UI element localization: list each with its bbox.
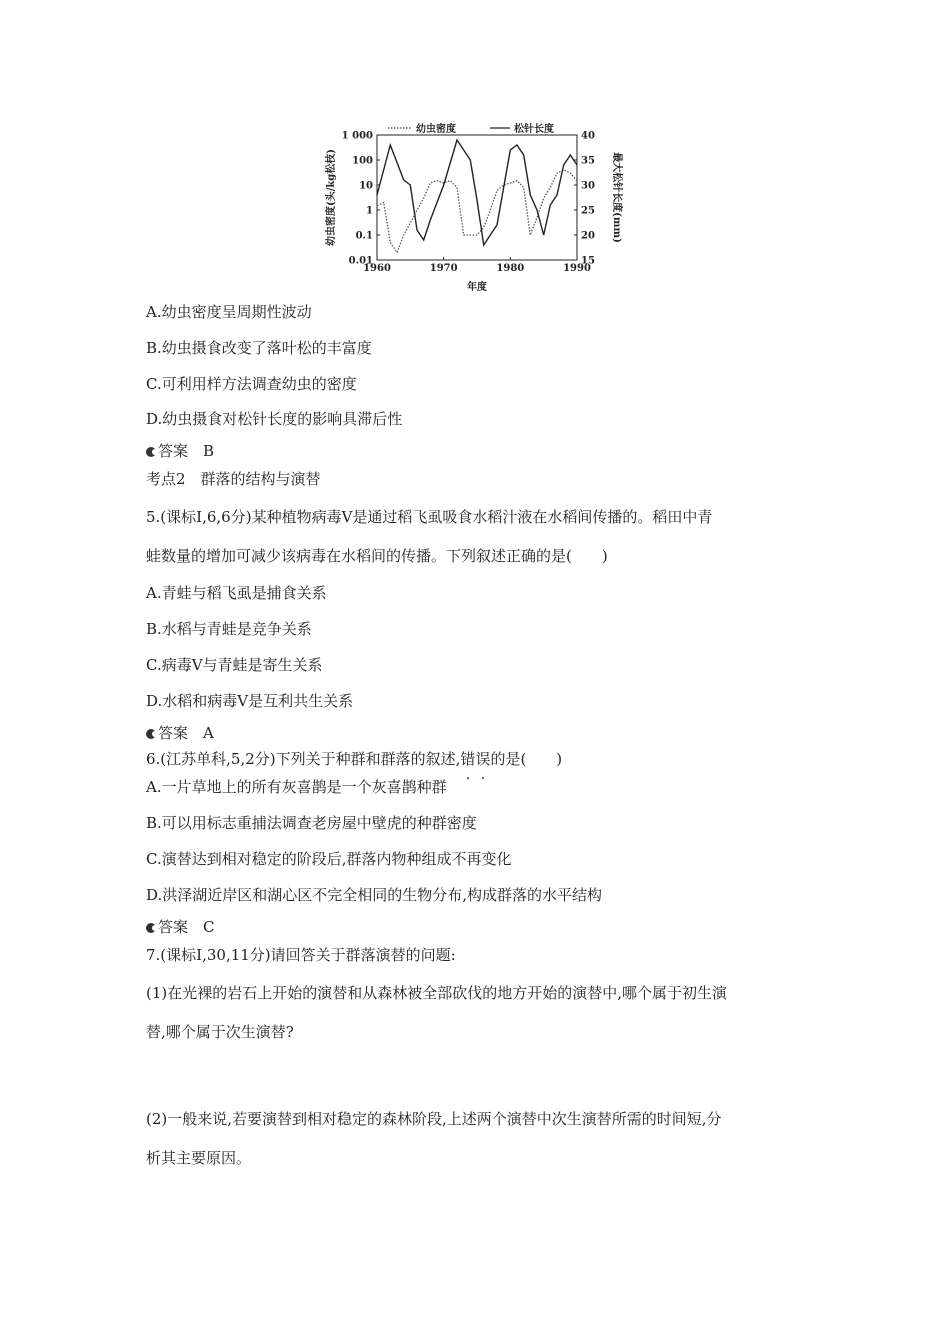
chart-legend — [388, 122, 554, 135]
y-left-tick-label: 0.01 — [348, 255, 373, 267]
q4-answer — [146, 441, 214, 461]
q5-option-b: B.水稻与青蛙是竞争关系 — [146, 620, 312, 638]
q5-answer — [146, 723, 214, 743]
q5-option-a: A.青蛙与稻飞虱是捕食关系 — [146, 584, 327, 602]
y-left-tick-label: 100 — [352, 155, 373, 167]
y-left-tick-label: 10 — [359, 180, 373, 192]
q4-option-d: D.幼虫摄食对松针长度的影响具滞后性 — [146, 410, 403, 428]
y-right-tick-label: 35 — [581, 155, 595, 167]
chart-series — [377, 140, 577, 253]
y-left-tick-label: 0.1 — [355, 230, 373, 242]
q4-option-b: B.幼虫摄食改变了落叶松的丰富度 — [146, 339, 372, 357]
y-right-tick-label: 40 — [581, 130, 595, 142]
y-left-tick-label: 1 000 — [341, 130, 373, 142]
q6-option-c: C.演替达到相对稳定的阶段后,群落内物种组成不再变化 — [146, 850, 512, 868]
x-tick-label: 1980 — [496, 263, 525, 274]
q4-answer-text: 答案 B — [158, 442, 215, 460]
q6-emphasis-2: 误 — [475, 750, 491, 768]
legend-label-needle: 松针长度 — [514, 124, 554, 135]
y-left-tick-label: 1 — [366, 205, 373, 217]
q5-option-c: C.病毒V与青蛙是寄生关系 — [146, 656, 323, 674]
q6-option-a: A.一片草地上的所有灰喜鹊是一个灰喜鹊种群 — [146, 778, 447, 796]
q7-part2-line2: 析其主要原因。 — [146, 1149, 252, 1167]
q4-option-c: C.可利用样方法调查幼虫的密度 — [146, 375, 357, 393]
q6-stem-after: 的是( ) — [490, 750, 563, 768]
q6-stem — [146, 749, 562, 769]
chart-labels — [324, 131, 624, 294]
q5-answer-text: 答案 A — [158, 724, 214, 742]
larva-needle-chart — [320, 118, 620, 296]
q7-part2-line1: (2)一般来说,若要演替到相对稳定的森林阶段,上述两个演替中次生演替所需的时间短,分 — [146, 1110, 722, 1128]
x-tick-label: 1970 — [429, 263, 458, 274]
x-tick-label: 1990 — [563, 263, 591, 274]
q6-answer — [146, 917, 214, 937]
y-right-axis-label: 最大松针长度(mm) — [611, 152, 622, 243]
section-heading: 考点2 群落的结构与演替 — [146, 470, 321, 488]
y-right-tick-label: 15 — [581, 255, 595, 267]
q6-option-d: D.洪泽湖近岸区和湖心区不完全相同的生物分布,构成群落的水平结构 — [146, 886, 603, 904]
x-tick-label: 1960 — [363, 263, 391, 274]
q7-stem: 7.(课标Ⅰ,30,11分)请回答关于群落演替的问题: — [146, 946, 456, 964]
answer-icon — [146, 729, 156, 739]
y-left-axis-label: 幼虫密度(头/kg松枝) — [326, 148, 337, 247]
q5-stem-line1: 5.(课标Ⅰ,6,6分)某种植物病毒V是通过稻飞虱吸食水稻汁液在水稻间传播的。稻田中青 — [146, 508, 713, 526]
q6-emphasis-1: 错 — [460, 750, 476, 768]
legend-label-larva: 幼虫密度 — [416, 124, 456, 135]
answer-icon — [146, 447, 156, 457]
q4-option-a: A.幼虫密度呈周期性波动 — [146, 303, 312, 321]
y-right-tick-label: 20 — [581, 230, 595, 242]
q5-option-d: D.水稻和病毒V是互利共生关系 — [146, 692, 354, 710]
q5-stem-line2: 蛙数量的增加可减少该病毒在水稻间的传播。下列叙述正确的是( ) — [146, 547, 608, 565]
q7-part1-line1: (1)在光裸的岩石上开始的演替和从森林被全部砍伐的地方开始的演替中,哪个属于初生演 — [146, 984, 728, 1002]
q6-answer-text: 答案 C — [158, 918, 215, 936]
q7-part1-line2: 替,哪个属于次生演替? — [146, 1023, 294, 1041]
x-axis-label: 年度 — [467, 282, 487, 293]
q6-option-b: B.可以用标志重捕法调查老房屋中壁虎的种群密度 — [146, 814, 477, 832]
y-right-tick-label: 25 — [581, 205, 595, 217]
q6-stem-before: 6.(江苏单科,5,2分)下列关于种群和群落的叙述, — [146, 750, 461, 768]
y-right-tick-label: 30 — [581, 180, 595, 192]
answer-icon — [146, 923, 156, 933]
